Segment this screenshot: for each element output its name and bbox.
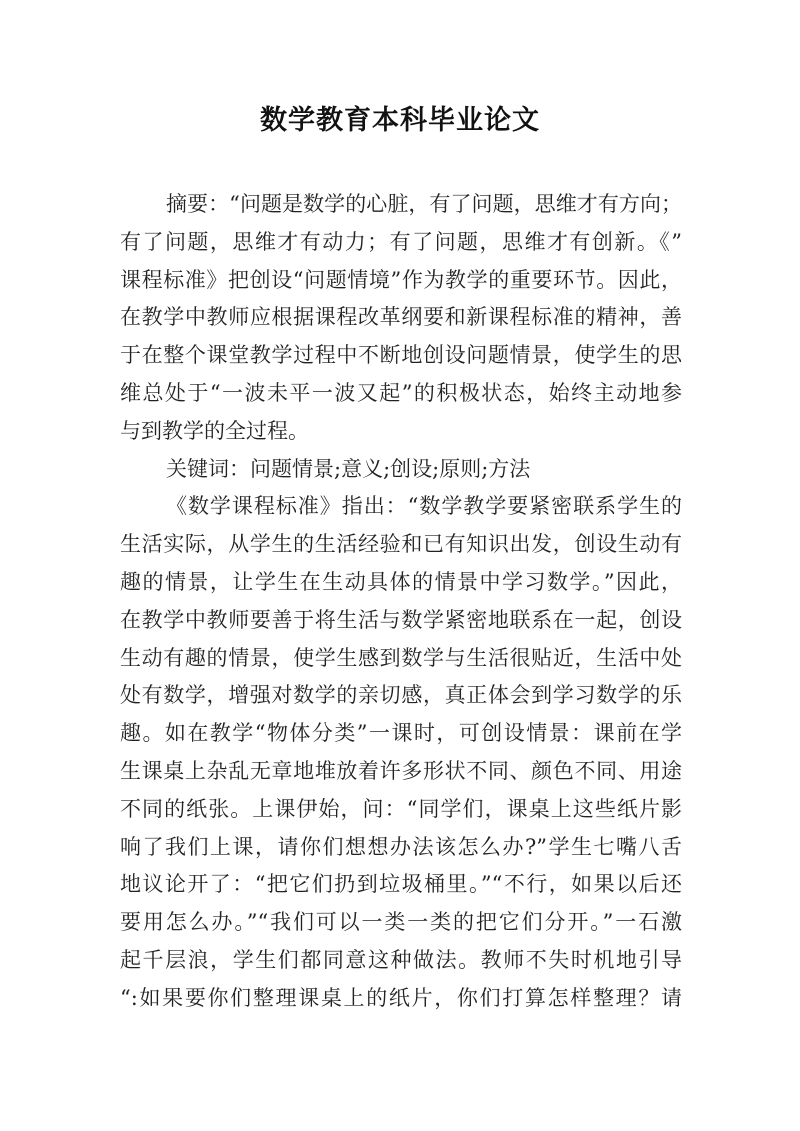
abstract-line: 课程标准》把创设“问题情境”作为教学的重要环节。因此， xyxy=(120,267,682,292)
abstract-line: 在教学中教师应根据课程改革纲要和新课程标准的精神，善 xyxy=(120,305,682,330)
abstract-line: 于在整个课堂教学过程中不断地创设问题情景，使学生的思 xyxy=(120,343,682,368)
paragraph-line: 在教学中教师要善于将生活与数学紧密地联系在一起，创设 xyxy=(120,607,682,632)
abstract-line: 摘要：“问题是数学的心脏，有了问题，思维才有方向； xyxy=(166,192,682,216)
keywords-line: 关键词：问题情景;意义;创设;原则;方法 xyxy=(166,456,531,481)
paragraph-line: 趣。如在教学“物体分类”一课时，可创设情景：课前在学 xyxy=(120,721,682,746)
paragraph-line: 起千层浪，学生们都同意这种做法。教师不失时机地引导 xyxy=(120,947,682,972)
document-title: 数学教育本科毕业论文 xyxy=(260,105,540,136)
abstract-line: 与到教学的全过程。 xyxy=(120,418,309,443)
paragraph-line: 不同的纸张。上课伊始，问：“同学们，课桌上这些纸片影 xyxy=(120,796,682,821)
paragraph-line: “:如果要你们整理课桌上的纸片，你们打算怎样整理？请 xyxy=(120,985,682,1010)
paragraph-line: 《数学课程标准》指出：“数学教学要紧密联系学生的 xyxy=(166,494,682,519)
abstract-line: 维总处于“一波未平一波又起”的积极状态，始终主动地参 xyxy=(120,380,682,405)
paragraph-line: 处有数学，增强对数学的亲切感，真正体会到学习数学的乐 xyxy=(120,683,682,708)
paragraph-line: 生活实际，从学生的生活经验和已有知识出发，创设生动有 xyxy=(120,532,682,557)
paragraph-line: 趣的情景，让学生在生动具体的情景中学习数学。”因此， xyxy=(120,569,682,594)
paragraph-line: 生动有趣的情景，使学生感到数学与生活很贴近，生活中处 xyxy=(120,645,682,670)
document-body xyxy=(120,186,682,1018)
paragraph-line: 响了我们上课，请你们想想办法该怎么办?”学生七嘴八舌 xyxy=(120,834,682,859)
paragraph-line: 地议论开了：“把它们扔到垃圾桶里。”“不行，如果以后还 xyxy=(120,872,682,897)
paragraph-line: 要用怎么办。”“我们可以一类一类的把它们分开。”一石激 xyxy=(120,910,682,935)
paragraph-line: 生课桌上杂乱无章地堆放着许多形状不同、颜色不同、用途 xyxy=(120,758,682,783)
abstract-line: 有了问题，思维才有动力；有了问题，思维才有创新。《” xyxy=(120,229,682,254)
